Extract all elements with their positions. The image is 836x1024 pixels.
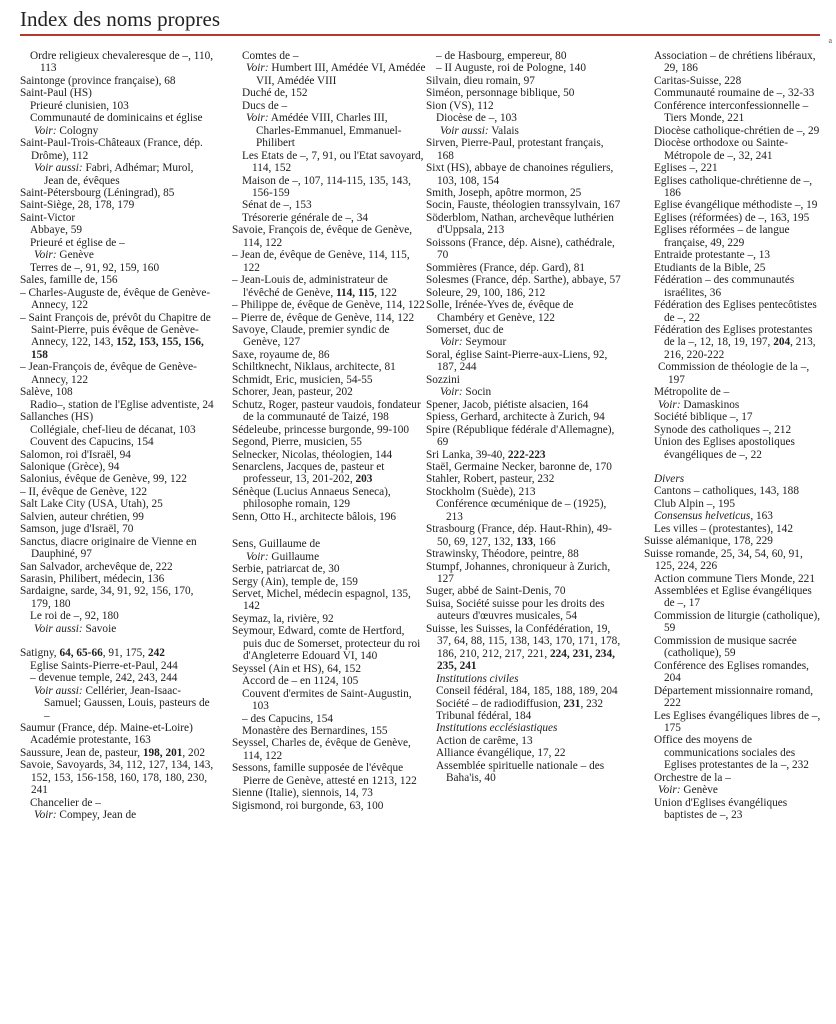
index-subentry: Conférence œcuménique de – (1925), 213 bbox=[436, 498, 607, 523]
index-entry: Samson, juge d'Israël, 70 bbox=[20, 523, 134, 536]
cross-reference: Voir: Genève bbox=[34, 249, 94, 262]
index-column-3 bbox=[426, 50, 622, 1020]
index-entry: Saint-Pétersbourg (Léningrad), 85 bbox=[20, 186, 175, 199]
index-entry: – Jean-Louis de, administrateur de l'évêché de Genève, 114, 115, 122 bbox=[232, 274, 397, 299]
index-subentry: Maison de –, 107, 114-115, 135, 143, 156-159 bbox=[242, 174, 411, 199]
index-subentry: Diocèse de –, 103 bbox=[436, 112, 517, 125]
index-subentry: Chancelier de – bbox=[30, 796, 101, 809]
index-subentry: Département missionnaire romand, 222 bbox=[654, 684, 814, 710]
index-entry: Senn, Otto H., architecte bâlois, 196 bbox=[232, 510, 397, 523]
index-subentry: Eglises (réformées) de –, 163, 195 bbox=[654, 211, 810, 224]
index-entry: Sessons, famille supposée de l'évêque Pierre de Genève, attesté en 1213, 122 bbox=[232, 762, 417, 787]
index-entry: Salonius, évêque de Genève, 99, 122 bbox=[20, 473, 187, 486]
index-subentry: Etudiants de la Bible, 25 bbox=[654, 261, 766, 274]
index-subentry: Ducs de – bbox=[242, 99, 288, 112]
index-entry: Saumur (France, dép. Maine-et-Loire) bbox=[20, 722, 193, 735]
cross-reference: Voir: Seymour bbox=[440, 336, 507, 349]
index-entry: Saussure, Jean de, pasteur, 198, 201, 202 bbox=[20, 746, 205, 759]
index-subentry: Conférence interconfessionnelle –Tiers Monde, 221 bbox=[654, 99, 809, 125]
index-subentry: Alliance évangélique, 17, 22 bbox=[436, 747, 566, 760]
index-subentry: Entraide protestante –, 13 bbox=[654, 249, 771, 262]
index-subentry: Tribunal fédéral, 184 bbox=[436, 710, 532, 723]
index-subentry: Prieuré et église de – bbox=[30, 236, 125, 249]
index-entry: Strawinsky, Théodore, peintre, 88 bbox=[426, 548, 579, 561]
page-header bbox=[20, 6, 820, 36]
index-column-2 bbox=[232, 50, 426, 1020]
index-entry: Savoie, François de, évêque de Genève, 114, 122 bbox=[232, 224, 413, 249]
index-subentry: Cantons – catholiques, 143, 188 bbox=[654, 485, 799, 498]
index-subentry: Action de carême, 13 bbox=[436, 734, 533, 747]
index-entry: – Jean-François de, évêque de Genève-Annecy, 122 bbox=[20, 361, 197, 386]
index-entry: Sardaigne, sarde, 34, 91, 92, 156, 170, 179, 180 bbox=[20, 585, 194, 610]
index-entry: Silvain, dieu romain, 97 bbox=[426, 74, 535, 87]
index-entry: Servet, Michel, médecin espagnol, 135, 142 bbox=[232, 588, 411, 613]
index-entry: Staël, Germaine Necker, baronne de, 170 bbox=[426, 460, 612, 473]
page-title: Index des noms propres bbox=[20, 7, 221, 31]
cross-reference: Voir aussi: Fabri, Adhémar; Murol, Jean de, évêques bbox=[34, 162, 194, 187]
index-entry: Sienne (Italie), siennois, 14, 73 bbox=[232, 787, 373, 800]
index-entry: Saintonge (province française), 68 bbox=[20, 74, 176, 87]
index-subentry: Conférence des Eglises romandes, 204 bbox=[654, 659, 809, 685]
index-subentry: Eglises –, 221 bbox=[654, 162, 718, 175]
index-subentry: Club Alpin –, 195 bbox=[654, 497, 735, 510]
index-entry: Sixt (HS), abbaye de chanoines réguliers, 103, 108, 154 bbox=[426, 162, 614, 187]
index-subentry: Consensus helveticus, 163 bbox=[654, 510, 773, 523]
index-entry: Somerset, duc de bbox=[426, 323, 504, 336]
index-entry: Sirven, Pierre-Paul, protestant français, 168 bbox=[426, 137, 604, 162]
cross-reference: Voir aussi: Cellérier, Jean-Isaac-Samuel; Gaussen, Louis, pasteurs de – bbox=[34, 684, 210, 722]
index-subentry: Conseil fédéral, 184, 185, 188, 189, 204 bbox=[436, 685, 618, 698]
index-entry: – Saint François de, prévôt du Chapitre de Saint-Pierre, puis évêque de Genève-Annecy, 122, 143, 152, 153, 155, 156, 158 bbox=[20, 311, 211, 361]
index-entry: Sigismond, roi burgonde, 63, 100 bbox=[232, 799, 384, 812]
index-entry: Schorer, Jean, pasteur, 202 bbox=[232, 386, 353, 399]
index-subentry: Duché de, 152 bbox=[242, 87, 308, 100]
index-column-1 bbox=[20, 50, 216, 1020]
index-subentry: Eglise évangélique méthodiste –, 19 bbox=[654, 199, 818, 212]
section-heading: Institutions civiles bbox=[436, 672, 519, 685]
index-entry: Schiltknecht, Niklaus, architecte, 81 bbox=[232, 361, 396, 374]
index-entry: Seymour, Edward, comte de Hertford, puis duc de Somerset, protecteur du roi d'Angleterre Edouard VI, 140 bbox=[232, 625, 421, 663]
index-entry: Seymaz, la, rivière, 92 bbox=[232, 612, 334, 625]
index-entry: Socin, Fauste, théologien transsylvain, 167 bbox=[426, 199, 621, 212]
index-entry: Solesmes (France, dép. Sarthe), abbaye, 57 bbox=[426, 274, 621, 287]
index-subentry: Les Eglises évangéliques libres de –, 175 bbox=[654, 709, 821, 735]
index-subentry: Accord de – en 1124, 105 bbox=[242, 675, 359, 688]
index-entry: Salonique (Grèce), 94 bbox=[20, 460, 120, 473]
index-subentry: Association – de chrétiens libéraux, 29, 186 bbox=[654, 50, 816, 75]
index-subentry: Eglises catholique-chrétienne de –, 186 bbox=[654, 174, 813, 199]
index-subentry: Fédération des Eglises pentecôtistes de –, 22 bbox=[654, 299, 817, 324]
index-entry: – Pierre de, évêque de Genève, 114, 122 bbox=[232, 311, 415, 324]
index-entry: Saint-Siège, 28, 178, 179 bbox=[20, 199, 135, 212]
index-entry: Suisse alémanique, 178, 229 bbox=[644, 535, 773, 548]
index-entry: Savoye, Claude, premier syndic de Genève, 127 bbox=[232, 323, 390, 349]
index-entry: San Salvador, archevêque de, 222 bbox=[20, 560, 173, 573]
index-entry: Salève, 108 bbox=[20, 386, 73, 399]
index-subentry: Communauté de dominicains et église bbox=[30, 112, 203, 125]
index-entry: – Philippe de, évêque de Genève, 114, 122 bbox=[232, 299, 425, 312]
index-subentry: – II Auguste, roi de Pologne, 140 bbox=[436, 62, 586, 75]
index-subentry: Union d'Eglises évangéliques baptistes de –, 23 bbox=[654, 796, 788, 822]
index-subentry: Assemblées et Eglise évangéliques de –, 17 bbox=[654, 585, 812, 610]
index-subentry: Ordre religieux chevaleresque de –, 110, 113 bbox=[30, 50, 214, 75]
index-entry: Sommières (France, dép. Gard), 81 bbox=[426, 261, 586, 274]
cross-reference: Voir: Guillaume bbox=[246, 550, 320, 563]
index-subentry: Couvent d'ermites de Saint-Augustin, 103 bbox=[242, 687, 412, 713]
index-entry: Sergy (Ain), temple de, 159 bbox=[232, 575, 358, 588]
index-subentry: Action commune Tiers Monde, 221 bbox=[654, 572, 815, 585]
index-entry: Salt Lake City (USA, Utah), 25 bbox=[20, 498, 163, 511]
index-entry: Senarclens, Jacques de, pasteur et professeur, 13, 201-202, 203 bbox=[232, 460, 385, 486]
index-entry: – Jean de, évêque de Genève, 114, 115, 122 bbox=[232, 249, 410, 274]
index-entry: Sénèque (Lucius Annaeus Seneca), philosophe romain, 129 bbox=[232, 485, 391, 511]
index-entry: – Charles-Auguste de, évêque de Genève-Annecy, 122 bbox=[20, 286, 211, 312]
cross-reference: Voir: Amédée VIII, Charles III, Charles-Emmanuel, Emmanuel-Philibert bbox=[246, 112, 402, 150]
index-entry: Saint-Paul-Trois-Châteaux (France, dép. Drôme), 112 bbox=[20, 137, 203, 162]
index-subentry: Caritas-Suisse, 228 bbox=[654, 74, 742, 87]
index-entry: Sarasin, Philibert, médecin, 136 bbox=[20, 573, 165, 586]
index-subentry: Monastère des Bernardines, 155 bbox=[242, 725, 388, 738]
index-entry: Saint-Victor bbox=[20, 211, 76, 224]
index-subentry: Métropolite de – bbox=[654, 386, 730, 399]
index-subentry: Collégiale, chef-lieu de décanat, 103 bbox=[30, 423, 196, 436]
index-subentry: Société – de radiodiffusion, 231, 232 bbox=[436, 697, 604, 710]
index-subentry: Office des moyens de communications sociales des Eglises protestantes de la –, 232 bbox=[654, 734, 809, 772]
index-entry: Suger, abbé de Saint-Denis, 70 bbox=[426, 585, 566, 598]
cross-reference: Voir: Humbert III, Amédée VI, Amédée VII, Amédée VIII bbox=[246, 62, 426, 87]
index-subentry: Assemblée spirituelle nationale – des Baha'is, 40 bbox=[436, 759, 605, 785]
index-entry: Soleure, 29, 100, 186, 212 bbox=[426, 286, 546, 299]
index-entry: Siméon, personnage biblique, 50 bbox=[426, 87, 575, 100]
spacer bbox=[20, 635, 216, 647]
index-entry: Salomon, roi d'Israël, 94 bbox=[20, 448, 131, 461]
index-entry: – II, évêque de Genève, 122 bbox=[20, 485, 148, 498]
cross-reference: Voir aussi: Valais bbox=[440, 124, 519, 137]
cross-reference: Voir: Genève bbox=[658, 784, 718, 797]
index-entry: Sédeleube, princesse burgonde, 99-100 bbox=[232, 423, 410, 436]
index-entry: Spiess, Gerhard, architecte à Zurich, 94 bbox=[426, 411, 605, 424]
index-subentry: Communauté roumaine de –, 32-33 bbox=[654, 87, 815, 100]
index-entry: Seyssel (Ain et HS), 64, 152 bbox=[232, 662, 361, 675]
spacer bbox=[644, 461, 822, 473]
index-entry: Spire (République fédérale d'Allemagne), 69 bbox=[426, 423, 615, 449]
index-entry: Sozzini bbox=[426, 373, 460, 386]
index-entry: Suisse romande, 25, 34, 54, 60, 91, 125, 224, 226 bbox=[644, 547, 803, 573]
index-entry: Savoie, Savoyards, 34, 112, 127, 134, 143, 152, 153, 156-158, 160, 178, 180, 230, 241 bbox=[20, 759, 214, 797]
index-entry: Stockholm (Suède), 213 bbox=[426, 485, 536, 498]
index-entry: Stahler, Robert, pasteur, 232 bbox=[426, 473, 555, 486]
index-subentry: Orchestre de la – bbox=[654, 771, 731, 784]
index-subentry: Le roi de –, 92, 180 bbox=[30, 610, 119, 623]
index-subentry: Union des Eglises apostoliques évangéliques de –, 22 bbox=[654, 436, 795, 461]
cross-reference: Voir: Damaskinos bbox=[658, 398, 740, 411]
spacer bbox=[232, 523, 426, 538]
index-entry: Schmidt, Eric, musicien, 54-55 bbox=[232, 373, 373, 386]
index-entry: Sri Lanka, 39-40, 222-223 bbox=[426, 448, 546, 461]
index-subentry: – devenue temple, 242, 243, 244 bbox=[30, 672, 178, 685]
index-entry: Schutz, Roger, pasteur vaudois, fondateur de la communauté de Taizé, 198 bbox=[232, 398, 421, 424]
index-subentry: Terres de –, 91, 92, 159, 160 bbox=[30, 261, 160, 274]
index-entry: Suisse, les Suisses, la Confédération, 19, 37, 64, 88, 115, 138, 143, 170, 171, 178, 186, 210, 212, 217, 221, 224, 231, 234, 235, 241 bbox=[426, 622, 621, 673]
index-subentry: Eglises réformées – de langue française, 49, 229 bbox=[654, 224, 790, 249]
index-subentry: Les villes – (protestantes), 142 bbox=[654, 522, 793, 535]
index-entry: Segond, Pierre, musicien, 55 bbox=[232, 436, 362, 449]
index-subentry: Académie protestante, 163 bbox=[30, 734, 151, 747]
section-heading: Divers bbox=[654, 472, 685, 485]
index-subentry: Société biblique –, 17 bbox=[654, 411, 753, 424]
index-entry: Salvien, auteur chrétien, 99 bbox=[20, 510, 144, 523]
index-subentry: Commission de musique sacrée (catholique), 59 bbox=[654, 634, 797, 660]
index-entry: Satigny, 64, 65-66, 91, 175, 242 bbox=[20, 647, 165, 660]
index-subentry: Trésorerie générale de –, 34 bbox=[242, 211, 368, 224]
cross-reference: Commission de théologie de la –, 197 bbox=[658, 361, 810, 386]
index-entry: Soissons (France, dép. Aisne), cathédrale, 70 bbox=[426, 236, 615, 262]
index-entry: Seyssel, Charles de, évêque de Genève, 114, 122 bbox=[232, 737, 411, 762]
index-column-4 bbox=[644, 50, 822, 1020]
index-subentry: Synode des catholiques –, 212 bbox=[654, 423, 792, 436]
index-entry: Solle, Irénée-Yves de, évêque de Chambéry et Genève, 122 bbox=[426, 299, 574, 324]
index-entry: Spener, Jacob, piétiste alsacien, 164 bbox=[426, 398, 589, 411]
index-subentry: – de Hasbourg, empereur, 80 bbox=[436, 50, 567, 62]
cross-reference: Voir aussi: Savoie bbox=[34, 622, 117, 635]
index-subentry: Radio–, station de l'Eglise adventiste, 24 bbox=[30, 398, 214, 411]
index-entry: Söderblom, Nathan, archevêque luthérien d'Uppsala, 213 bbox=[426, 211, 614, 237]
index-subentry: – des Capucins, 154 bbox=[242, 712, 333, 725]
index-subentry: Diocèse orthodoxe ou Sainte-Métropole de –, 32, 241 bbox=[654, 137, 788, 162]
index-subentry: Abbaye, 59 bbox=[30, 224, 83, 237]
index-entry: Smith, Joseph, apôtre mormon, 25 bbox=[426, 186, 582, 199]
index-entry: Strasbourg (France, dép. Haut-Rhin), 49-50, 69, 127, 132, 133, 166 bbox=[426, 523, 612, 548]
index-subentry: Diocèse catholique-chrétien de –, 29 bbox=[654, 124, 820, 137]
index-subentry: Eglise Saints-Pierre-et-Paul, 244 bbox=[30, 659, 178, 672]
cross-reference: Voir: Socin bbox=[440, 386, 492, 399]
corner-mark: a bbox=[828, 36, 832, 45]
index-entry: Stumpf, Johannes, chroniqueur à Zurich, 127 bbox=[426, 560, 611, 586]
index-subentry: Les Etats de –, 7, 91, ou l'Etat savoyard, 114, 152 bbox=[242, 149, 424, 175]
index-entry: Sales, famille de, 156 bbox=[20, 274, 118, 287]
cross-reference: Voir: Compey, Jean de bbox=[34, 809, 137, 822]
index-entry: Sallanches (HS) bbox=[20, 411, 94, 424]
index-subentry: Sénat de –, 153 bbox=[242, 199, 312, 212]
index-entry: Saint-Paul (HS) bbox=[20, 87, 92, 100]
index-entry: Saxe, royaume de, 86 bbox=[232, 348, 330, 361]
index-entry: Sanctus, diacre originaire de Vienne en Dauphiné, 97 bbox=[20, 535, 197, 561]
index-entry: Selnecker, Nicolas, théologien, 144 bbox=[232, 448, 393, 461]
index-subentry: Prieuré clunisien, 103 bbox=[30, 99, 129, 112]
index-subentry: Commission de liturgie (catholique), 59 bbox=[654, 609, 821, 635]
index-subentry: Comtes de – bbox=[242, 50, 299, 62]
index-subentry: Couvent des Capucins, 154 bbox=[30, 436, 154, 449]
cross-reference: Voir: Cologny bbox=[34, 124, 99, 137]
index-subentry: Fédération des Eglises protestantes de la –, 12, 18, 19, 197, 204, 213, 216, 220-222 bbox=[654, 323, 816, 361]
index-entry: Serbie, patriarcat de, 30 bbox=[232, 563, 340, 576]
index-entry: Soral, église Saint-Pierre-aux-Liens, 92, 187, 244 bbox=[426, 348, 608, 374]
section-heading: Institutions ecclésiastiques bbox=[436, 722, 558, 735]
index-subentry: Fédération – des communautés israélites, 36 bbox=[654, 274, 795, 299]
index-entry: Sens, Guillaume de bbox=[232, 538, 321, 551]
index-entry: Suisa, Société suisse pour les droits des auteurs d'œuvres musicales, 54 bbox=[426, 597, 605, 623]
index-entry: Sion (VS), 112 bbox=[426, 99, 494, 112]
